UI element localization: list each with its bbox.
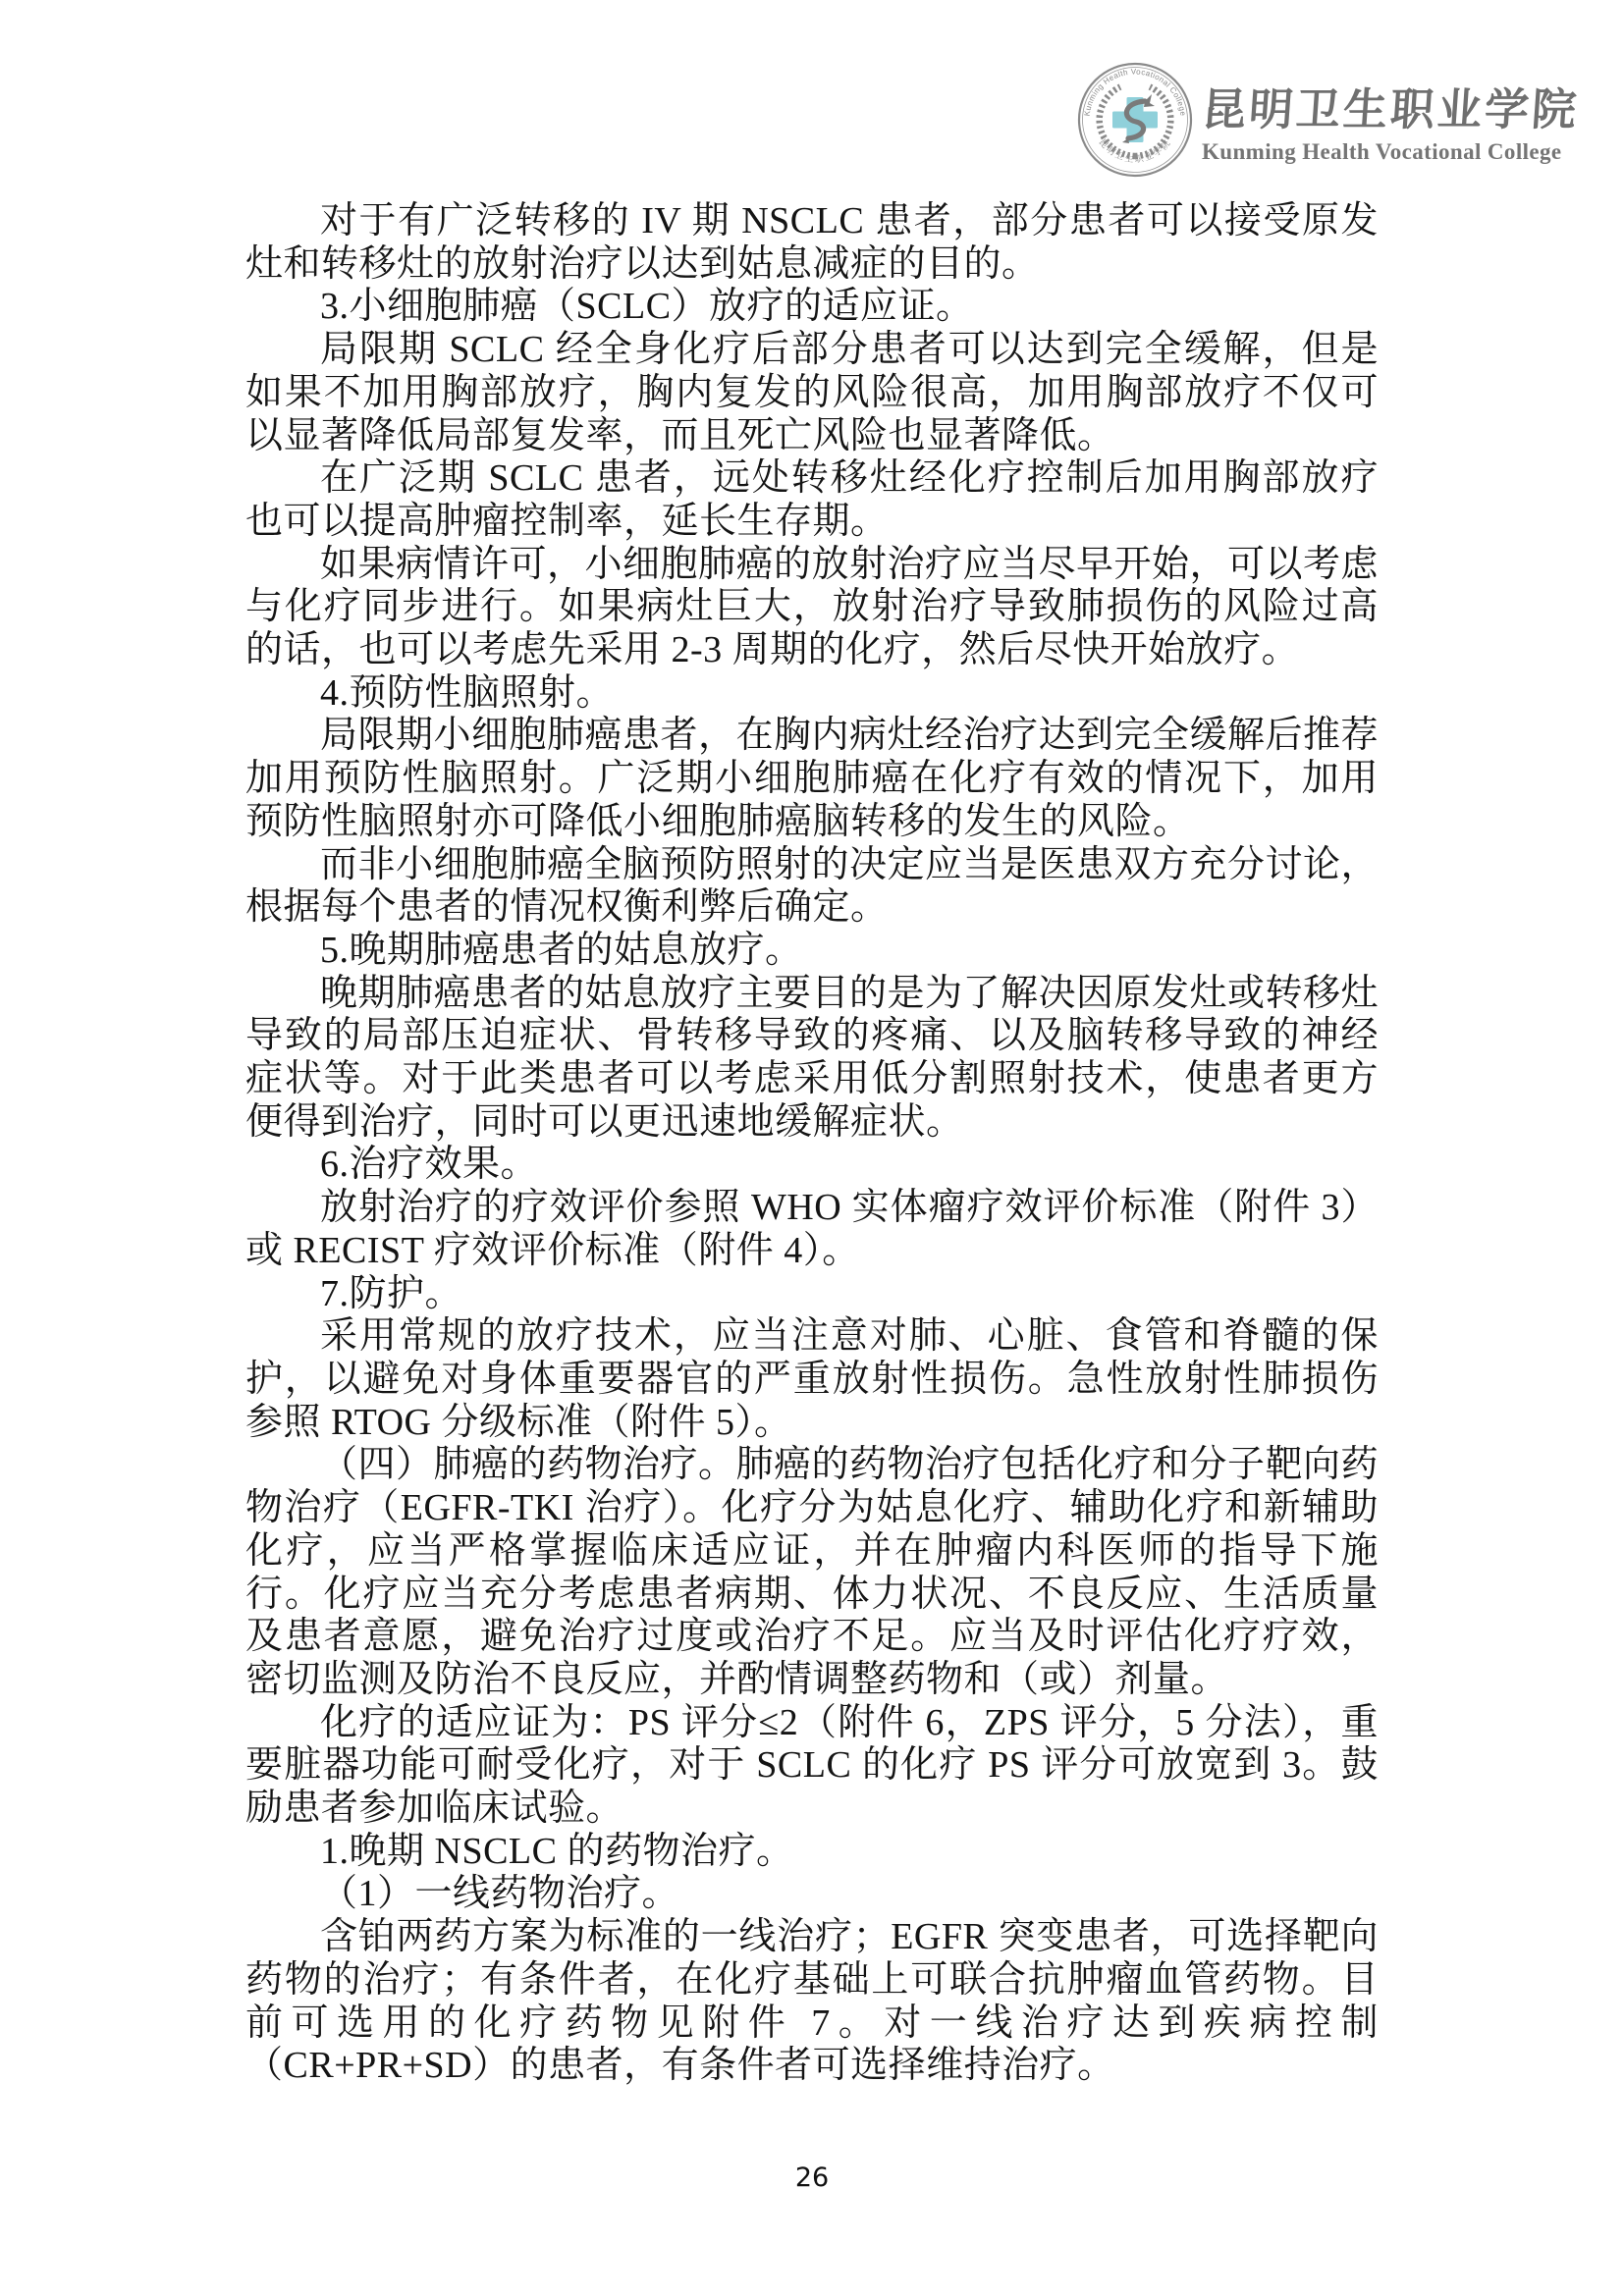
paragraph-19: 含铂两药方案为标准的一线治疗；EGFR 突变患者，可选择靶向药物的治疗；有条件者，在化疗基础上可联合抗肿瘤血管药物。目前可选用的化疗药物见附件 7。对一线治疗达到疾病控制（CR+PR+SD）的患者，有条件者可选择维持治疗。 — [245, 1916, 1379, 2087]
college-logo — [1070, 57, 1581, 185]
college-emblem-icon — [1076, 61, 1194, 179]
paragraph-8: 而非小细胞肺癌全脑预防照射的决定应当是医患双方充分讨论，根据每个患者的情况权衡利弊后确定。 — [245, 843, 1380, 929]
paragraph-6: 4.预防性脑照射。 — [320, 671, 615, 714]
college-name-calligraphy: 昆明卫生职业学院 — [1200, 85, 1581, 134]
page-number: 26 — [794, 2163, 830, 2193]
paragraph-1: 对于有广泛转移的 IV 期 NSCLC 患者，部分患者可以接受原发灶和转移灶的放射治疗以达到姑息减症的目的。 — [245, 200, 1379, 285]
paragraph-14: 采用常规的放疗技术，应当注意对肺、心脏、食管和脊髓的保护，以避免对身体重要器官的严重放射性损伤。急性放射性肺损伤参照 RTOG 分级标准（附件 5）。 — [245, 1315, 1379, 1443]
paragraph-4: 在广泛期 SCLC 患者，远处转移灶经化疗控制后加用胸部放疗也可以提高肿瘤控制率，延长生存期。 — [245, 457, 1379, 542]
paragraph-17: 1.晚期 NSCLC 的药物治疗。 — [320, 1830, 794, 1872]
paragraph-5: 如果病情许可，小细胞肺癌的放射治疗应当尽早开始，可以考虑与化疗同步进行。如果病灶巨大，放射治疗导致肺损伤的风险过高的话，也可以考虑先采用 2-3 周期的化疗，然后尽快开始放疗。 — [245, 543, 1380, 671]
college-name-english: Kunming Health Vocational College — [1202, 139, 1562, 164]
emblem-arc-text-bottom: 昆明卫生职业学院 — [1097, 136, 1173, 165]
emblem-arc-text-top: Kunming Health Vocational College — [1082, 67, 1188, 117]
paragraph-11: 6.治疗效果。 — [320, 1144, 539, 1186]
paragraph-9: 5.晚期肺癌患者的姑息放疗。 — [320, 929, 803, 971]
paragraph-15: （四）肺癌的药物治疗。肺癌的药物治疗包括化疗和分子靶向药物治疗（EGFR-TKI 治疗）。化疗分为姑息化疗、辅助化疗和新辅助化疗，应当严格掌握临床适应证，并在肿瘤内科医师的指导下施行。化疗应当充分考虑患者病期、体力状况、不良反应、生活质量及患者意愿，避免治疗过度或治疗不足。应当及时评估化疗疗效，密切监测及防治不良反应，并酌情调整药物和（或）剂量。 — [245, 1444, 1380, 1700]
paragraph-10: 晚期肺癌患者的姑息放疗主要目的是为了解决因原发灶或转移灶导致的局部压迫症状、骨转移导致的疼痛、以及脑转移导致的神经症状等。对于此类患者可以考虑采用低分割照射技术，使患者更方便得到治疗，同时可以更迅速地缓解症状。 — [245, 972, 1380, 1143]
paragraph-12: 放射治疗的疗效评价参照 WHO 实体瘤疗效评价标准（附件 3）或 RECIST 疗效评价标准（附件 4）。 — [245, 1187, 1379, 1271]
paragraph-16: 化疗的适应证为：PS 评分≤2（附件 6，ZPS 评分，5 分法），重要脏器功能可耐受化疗，对于 SCLC 的化疗 PS 评分可放宽到 3。鼓励患者参加临床试验。 — [245, 1701, 1379, 1830]
paragraph-3: 局限期 SCLC 经全身化疗后部分患者可以达到完全缓解，但是如果不加用胸部放疗，胸内复发的风险很高，加用胸部放疗不仅可以显著降低局部复发率，而且死亡风险也显著降低。 — [245, 329, 1379, 456]
paragraph-2: 3.小细胞肺癌（SCLC）放疗的适应证。 — [320, 286, 974, 328]
paragraph-18: （1）一线药物治疗。 — [320, 1873, 680, 1915]
document-body — [245, 200, 1379, 2088]
paragraph-13: 7.防护。 — [320, 1272, 463, 1314]
paragraph-7: 局限期小细胞肺癌患者，在胸内病灶经治疗达到完全缓解后推荐加用预防性脑照射。广泛期小细胞肺癌在化疗有效的情况下，加用预防性脑照射亦可降低小细胞肺癌脑转移的发生的风险。 — [245, 715, 1380, 842]
